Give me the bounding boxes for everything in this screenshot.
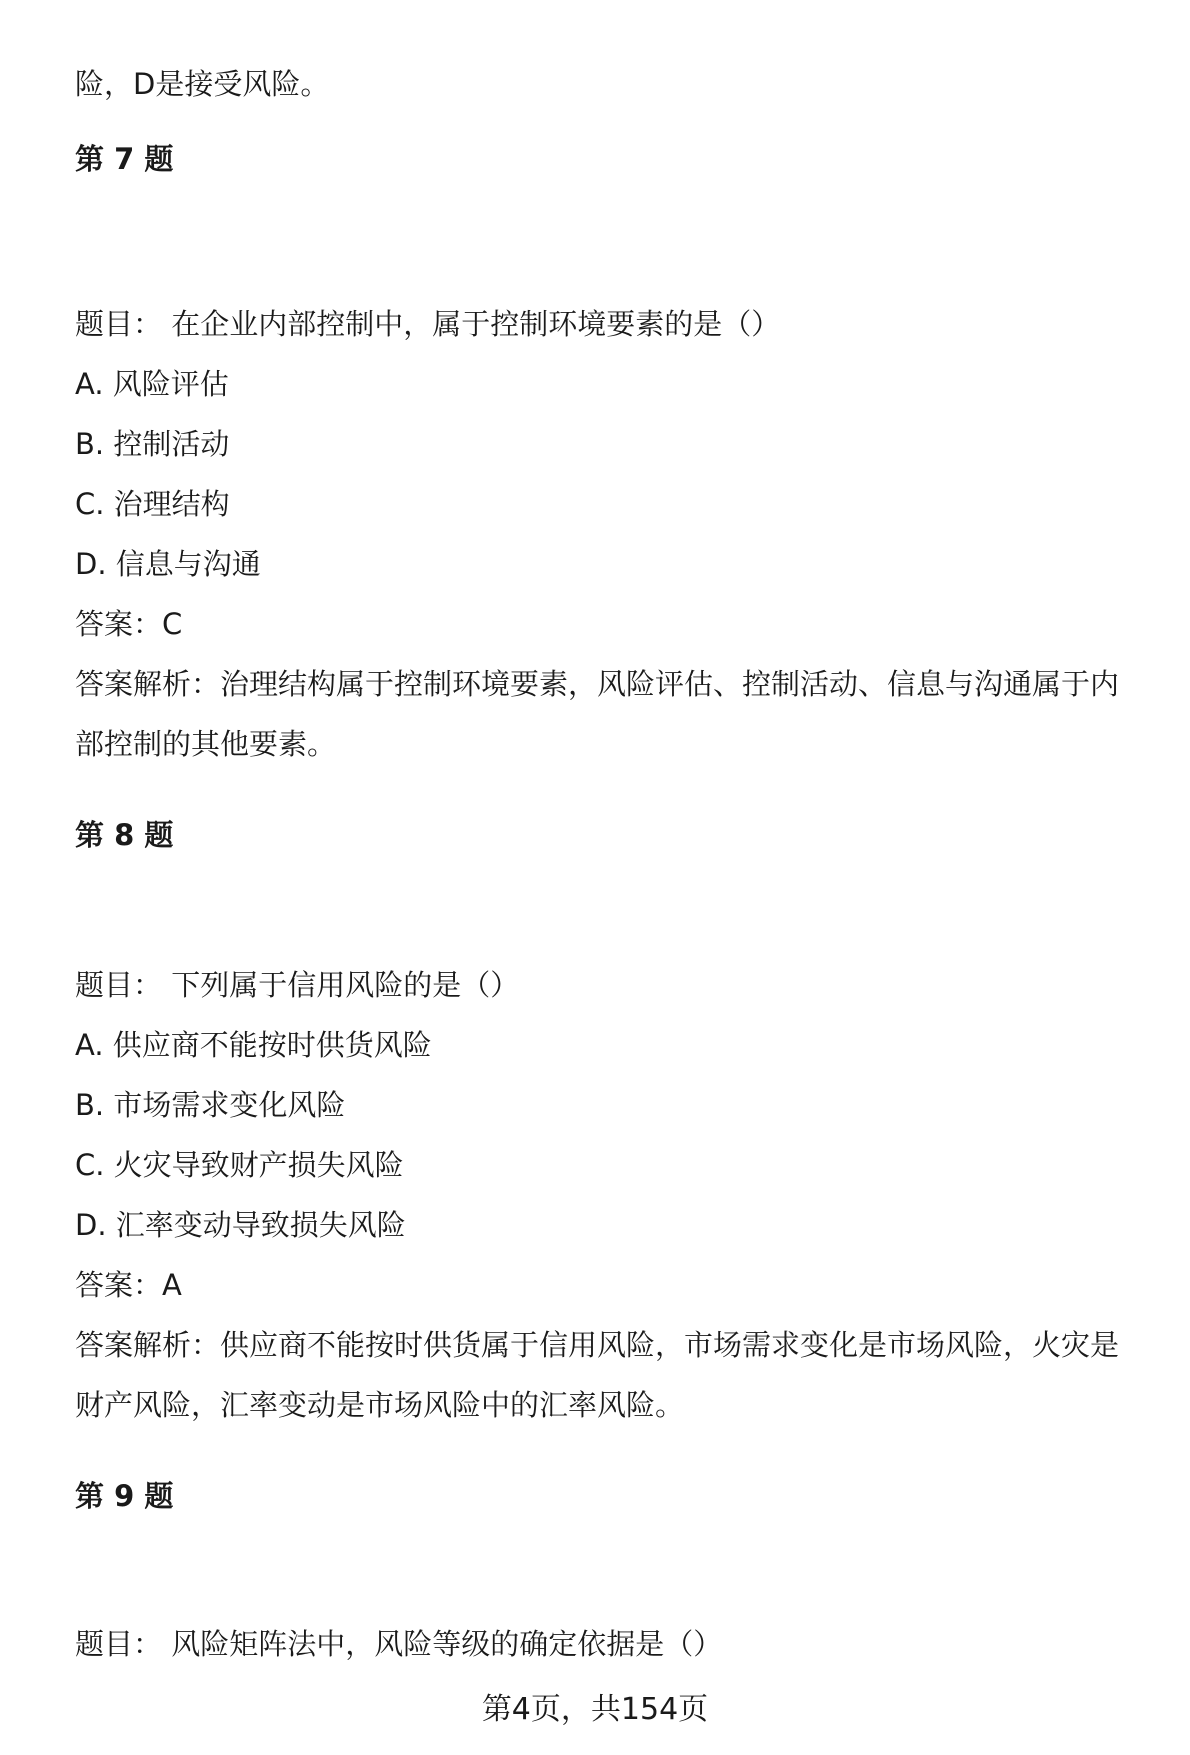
- question-7-heading: 第 7 题: [75, 142, 174, 176]
- page-footer: 第4页，共154页: [481, 1692, 709, 1727]
- question-7-option-d: D. 信息与沟通: [75, 547, 261, 581]
- question-7-option-c: C. 治理结构: [75, 487, 230, 521]
- question-7-answer: 答案：C: [75, 607, 183, 641]
- question-7-explanation-line-1: 答案解析：治理结构属于控制环境要素，风险评估、控制活动、信息与沟通属于内: [75, 667, 1120, 701]
- question-8-option-a: A. 供应商不能按时供货风险: [75, 1028, 432, 1062]
- question-7-text: 题目： 在企业内部控制中，属于控制环境要素的是（）: [75, 307, 781, 341]
- question-8-option-c: C. 火灾导致财产损失风险: [75, 1148, 404, 1182]
- question-8-explanation-line-2: 财产风险，汇率变动是市场风险中的汇率风险。: [75, 1388, 685, 1422]
- continuation-text: 险，D是接受风险。: [75, 67, 330, 101]
- question-8-explanation-line-1: 答案解析：供应商不能按时供货属于信用风险，市场需求变化是市场风险，火灾是: [75, 1328, 1120, 1362]
- question-9-text: 题目： 风险矩阵法中，风险等级的确定依据是（）: [75, 1627, 723, 1661]
- question-9-heading: 第 9 题: [75, 1479, 174, 1513]
- question-8-heading: 第 8 题: [75, 818, 174, 852]
- question-8-answer: 答案：A: [75, 1268, 182, 1302]
- question-7-option-b: B. 控制活动: [75, 427, 230, 461]
- question-8-text: 题目： 下列属于信用风险的是（）: [75, 968, 520, 1002]
- question-8-option-b: B. 市场需求变化风险: [75, 1088, 346, 1122]
- question-7-explanation-line-2: 部控制的其他要素。: [75, 727, 337, 761]
- question-8-option-d: D. 汇率变动导致损失风险: [75, 1208, 406, 1242]
- question-7-option-a: A. 风险评估: [75, 367, 229, 401]
